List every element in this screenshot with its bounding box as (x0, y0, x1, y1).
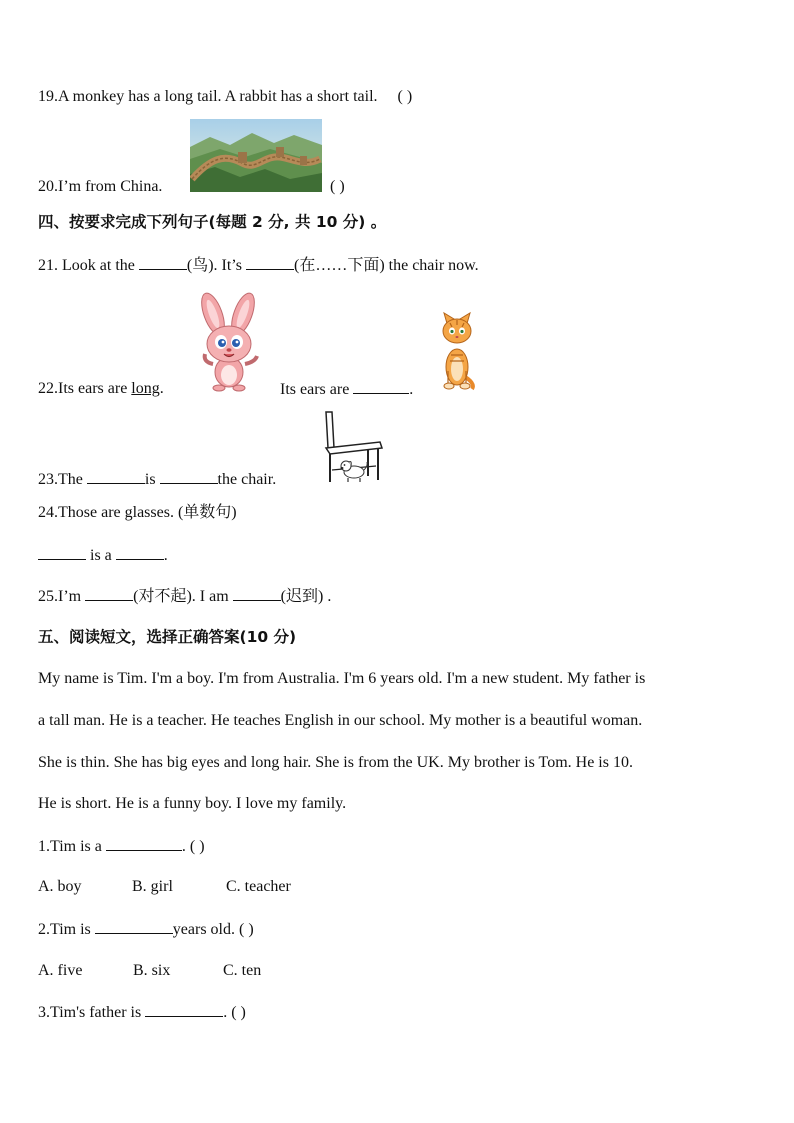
question-22 (38, 379, 164, 399)
chair-picture (322, 410, 384, 486)
question-21-text: (鸟). It’s (186, 257, 246, 274)
cat-picture (436, 305, 478, 391)
reading-question-text: . ( ) (223, 1004, 246, 1021)
answer-blank[interactable] (116, 545, 164, 560)
reading-question-2 (38, 919, 254, 940)
question-21-text: 21. Look at the (38, 257, 139, 274)
option-b[interactable]: B. girl (132, 878, 173, 895)
reading-question-text: 3.Tim's father is (38, 1004, 146, 1021)
option-a[interactable]: A. five (38, 962, 83, 979)
rabbit-picture (193, 292, 265, 392)
passage-line: He is short. He is a funny boy. I love my family. (38, 795, 347, 812)
option-a[interactable]: A. boy (38, 878, 82, 895)
question-23 (38, 469, 276, 490)
question-20-text: 20.I’m from China. (38, 178, 163, 195)
reading-question-text: years old. ( ) (172, 921, 254, 938)
options-row (38, 961, 261, 981)
question-19-text: 19.A monkey has a long tail. A rabbit has a short tail. (38, 88, 378, 105)
reading-question-text: 2.Tim is (38, 921, 95, 938)
question-20 (38, 177, 162, 197)
answer-blank[interactable] (95, 919, 173, 934)
question-24: 24.Those are glasses. (单数句) (38, 504, 237, 521)
question-22-text: . (159, 380, 164, 397)
question-25 (38, 586, 331, 607)
passage-line: My name is Tim. I'm a boy. I'm from Australia. I'm 6 years old. I'm a new student. My father is (38, 670, 646, 687)
answer-blank[interactable] (85, 586, 133, 601)
option-c[interactable]: C. teacher (226, 878, 291, 895)
options-row (38, 877, 291, 897)
answer-blank[interactable] (139, 255, 187, 270)
question-21-text: (在……下面) the chair now. (293, 257, 479, 274)
reading-question-3 (38, 1002, 246, 1023)
passage-line: a tall man. He is a teacher. He teaches English in our school. My mother is a beautiful woman. (38, 712, 643, 729)
underlined-word: long (131, 380, 160, 397)
question-19 (38, 87, 412, 107)
question-24-text: is a (86, 547, 116, 564)
question-22-second (280, 379, 413, 400)
question-22-text: Its ears are (280, 381, 354, 398)
great-wall-picture (190, 119, 322, 192)
question-24-text: . (163, 547, 168, 564)
reading-question-text: . ( ) (181, 838, 205, 855)
answer-blank[interactable] (353, 379, 409, 394)
answer-blank[interactable] (145, 1002, 223, 1017)
answer-blank[interactable] (87, 469, 145, 484)
question-23-text: the chair. (217, 471, 277, 488)
question-23-text: 23.The (38, 471, 87, 488)
question-22-text: 22.Its ears are (38, 380, 132, 397)
question-23-text: is (144, 471, 160, 488)
passage-line: She is thin. She has big eyes and long hair. She is from the UK. My brother is Tom. He is 10. (38, 754, 633, 771)
question-22-text: . (409, 381, 414, 398)
answer-paren: ( ) (397, 88, 413, 105)
answer-blank[interactable] (233, 586, 281, 601)
answer-blank[interactable] (160, 469, 218, 484)
question-24-answer (38, 545, 168, 566)
answer-blank[interactable] (246, 255, 294, 270)
reading-question-text: 1.Tim is a (38, 838, 106, 855)
question-25-text: 25.I’m (38, 588, 86, 605)
answer-blank[interactable] (106, 836, 182, 851)
section-5-title: 五、阅读短文，选择正确答案(10 分) (38, 628, 297, 646)
option-c[interactable]: C. ten (223, 962, 262, 979)
section-4-title: 四、按要求完成下列句子(每题 2 分, 共 10 分) 。 (38, 213, 387, 231)
question-25-text: (迟到) . (280, 588, 332, 605)
question-21 (38, 255, 479, 276)
question-25-text: (对不起). I am (133, 588, 233, 605)
reading-question-1 (38, 836, 205, 857)
answer-paren: ( ) (330, 178, 345, 195)
answer-blank[interactable] (38, 545, 86, 560)
option-b[interactable]: B. six (133, 962, 171, 979)
